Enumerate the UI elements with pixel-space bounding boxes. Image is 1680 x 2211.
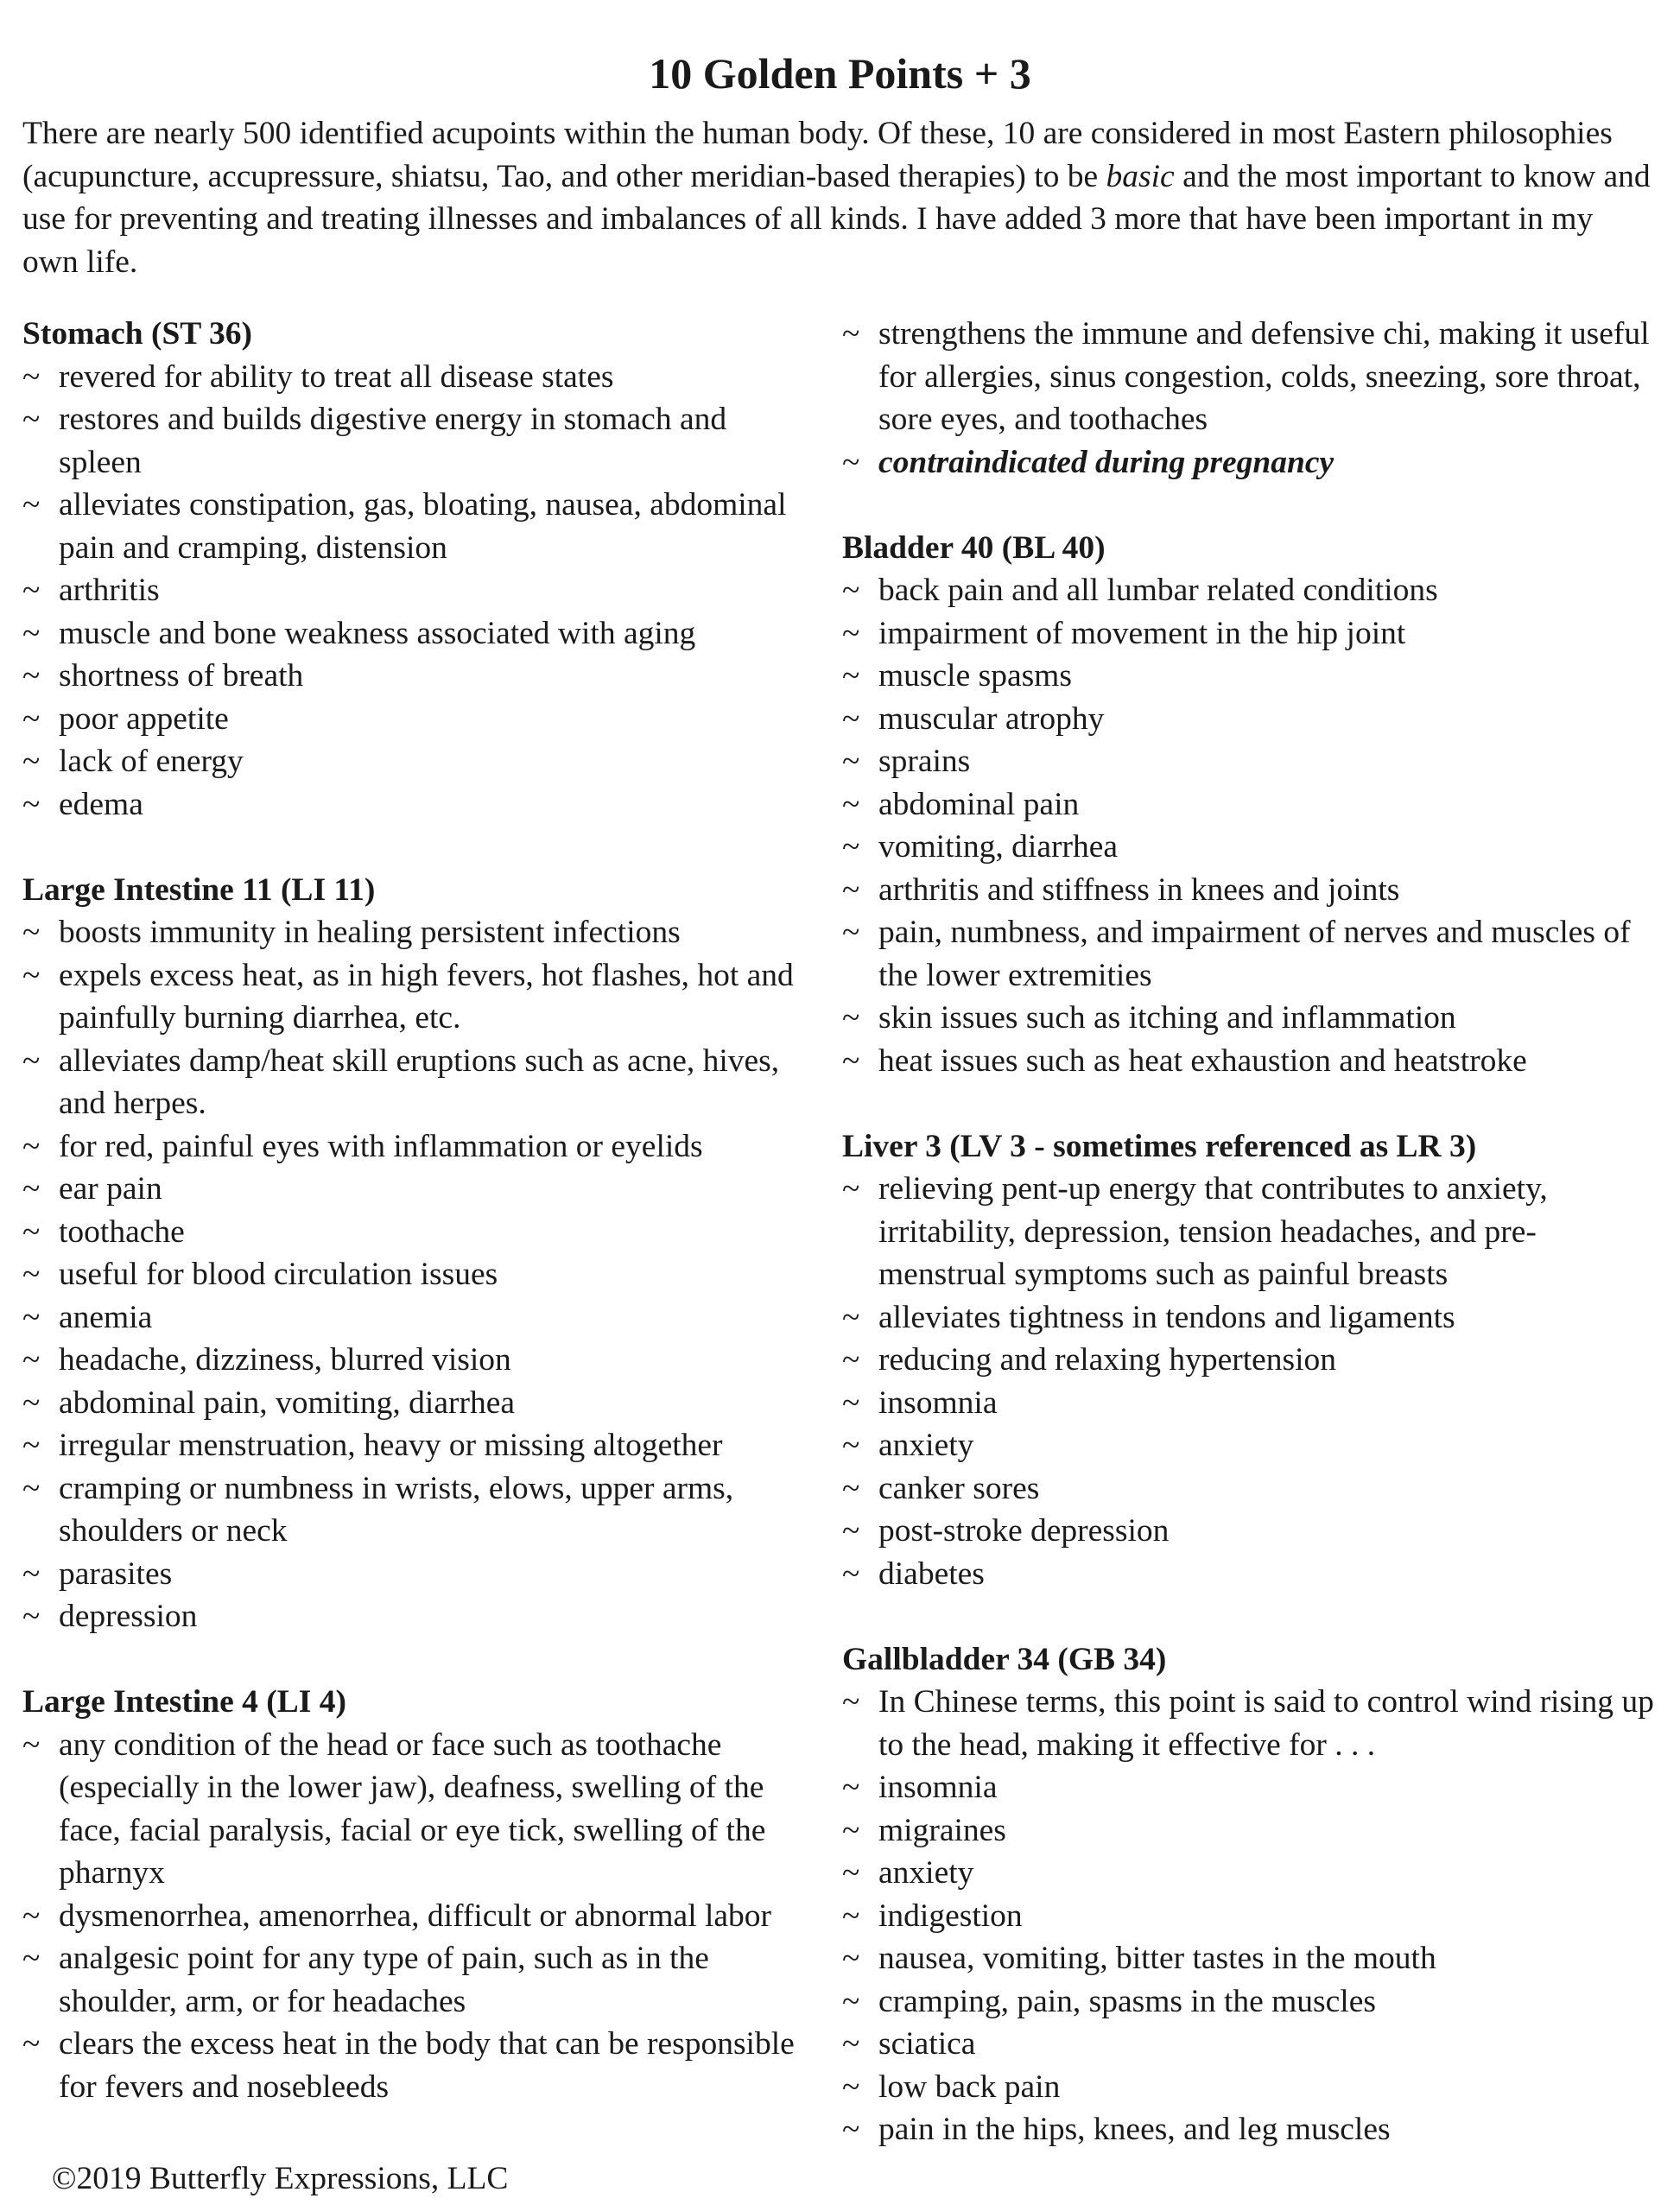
list-item [22, 569, 817, 612]
copyright-notice: ©2019 Butterfly Expressions, LLC [52, 2161, 509, 2196]
list-item [22, 484, 817, 569]
list-item-text: restores and builds digestive energy in stomach and spleen [59, 402, 727, 480]
tilde-bullet: ~ [842, 2026, 860, 2062]
tilde-bullet: ~ [22, 1555, 41, 1592]
list-item [842, 655, 1658, 698]
tilde-bullet: ~ [22, 700, 41, 737]
list-item-text: sciatica [878, 2026, 976, 2062]
list-item-text: relieving pent-up energy that contributes to anxiety, irritability, depression, tension headaches, and pre-menstrual symptoms such as painful breasts [878, 1171, 1548, 1292]
symptom-list [22, 1724, 817, 2109]
tilde-bullet: ~ [22, 2026, 41, 2062]
tilde-bullet: ~ [22, 1213, 41, 1250]
list-item [22, 1382, 817, 1425]
list-item [842, 1168, 1658, 1296]
list-item [842, 612, 1658, 656]
list-item [842, 1852, 1658, 1895]
list-item [842, 783, 1658, 827]
right-column [842, 313, 1658, 2194]
tilde-bullet: ~ [22, 1257, 41, 1292]
list-item-text: muscle spasms [878, 658, 1072, 694]
list-item [22, 356, 817, 399]
tilde-bullet: ~ [22, 658, 41, 694]
tilde-bullet: ~ [842, 1983, 860, 2019]
tilde-bullet: ~ [842, 1897, 860, 1934]
list-item [842, 1553, 1658, 1596]
tilde-bullet: ~ [842, 1513, 860, 1549]
list-item-text: revered for ability to treat all disease states [59, 358, 614, 395]
list-item [22, 1339, 817, 1382]
list-item [22, 612, 817, 656]
list-item-text: nausea, vomiting, bitter tastes in the mouth [878, 1941, 1436, 1976]
list-item [22, 1040, 817, 1125]
list-item [22, 1895, 817, 1938]
warning-text: contraindicated during pregnancy [878, 444, 1334, 480]
intro-paragraph [22, 112, 1655, 283]
list-item [22, 1168, 817, 1211]
tilde-bullet: ~ [842, 1342, 860, 1378]
list-item-text: toothache [59, 1213, 185, 1250]
tilde-bullet: ~ [842, 1941, 860, 1976]
symptom-list [842, 569, 1658, 1082]
tilde-bullet: ~ [842, 1770, 860, 1805]
list-item-text: heat issues such as heat exhaustion and heatstroke [878, 1042, 1527, 1079]
tilde-bullet: ~ [842, 1684, 860, 1720]
list-item [22, 1595, 817, 1638]
list-item-text: alleviates constipation, gas, bloating, nausea, abdominal pain and cramping, distension [59, 487, 787, 566]
point-section-liver-3-lv-3-sometimes-referenced-as-lr-3 [842, 1125, 1658, 1596]
list-item-text: alleviates tightness in tendons and ligaments [878, 1299, 1455, 1335]
list-item-text: vomiting, diarrhea [878, 829, 1119, 865]
point-section-gallbladder-34-gb-34 [842, 1638, 1658, 2151]
list-item [22, 1253, 817, 1296]
list-item-text: depression [59, 1599, 198, 1634]
tilde-bullet: ~ [22, 358, 41, 395]
list-item-text: abdominal pain [878, 786, 1080, 822]
section-heading: Bladder 40 (BL 40) [842, 529, 1106, 566]
list-item-text: muscle and bone weakness associated with aging [59, 615, 696, 651]
tilde-bullet: ~ [842, 700, 860, 737]
list-item-text: muscular atrophy [878, 700, 1105, 737]
list-item [842, 911, 1658, 997]
intro-italic-word: basic [1106, 158, 1175, 194]
list-item-text: shortness of breath [59, 658, 304, 694]
tilde-bullet: ~ [842, 615, 860, 651]
list-item-text: any condition of the head or face such as toothache (especially in the lower jaw), deafness, swelling of the face, facial paralysis, facial or eye tick, swelling of the pharnyx [59, 1726, 766, 1891]
list-item-text: dysmenorrhea, amenorrhea, difficult or abnormal labor [59, 1897, 772, 1934]
tilde-bullet: ~ [842, 744, 860, 779]
list-item [22, 783, 817, 827]
tilde-bullet: ~ [842, 316, 860, 352]
list-item-text: lack of energy [59, 744, 244, 779]
list-item-text: migraines [878, 1812, 1006, 1848]
list-item-text: sprains [878, 744, 971, 779]
list-item-text: impairment of movement in the hip joint [878, 615, 1406, 651]
tilde-bullet: ~ [22, 615, 41, 651]
list-item [842, 1040, 1658, 1083]
tilde-bullet: ~ [22, 1342, 41, 1378]
tilde-bullet: ~ [842, 915, 860, 950]
list-item [842, 1382, 1658, 1425]
section-heading: Large Intestine 4 (LI 4) [22, 1684, 346, 1720]
tilde-bullet: ~ [22, 744, 41, 779]
tilde-bullet: ~ [842, 658, 860, 694]
list-item-text: poor appetite [59, 700, 229, 737]
list-item [842, 698, 1658, 741]
list-item [22, 1424, 817, 1467]
tilde-bullet: ~ [22, 1726, 41, 1763]
symptom-list [22, 911, 817, 1638]
point-section-large-intestine-4-li-4 [22, 1681, 817, 2108]
section-heading: Liver 3 (LV 3 - sometimes referenced as LR 3) [842, 1128, 1477, 1164]
list-item-text: arthritis and stiffness in knees and joints [878, 871, 1400, 908]
list-item [22, 398, 817, 484]
tilde-bullet: ~ [842, 871, 860, 908]
point-section-continued [842, 313, 1658, 484]
list-item [842, 1681, 1658, 1766]
list-item-text: strengthens the immune and defensive chi, making it useful for allergies, sinus congestion, colds, sneezing, sore throat, sore eyes, and toothaches [878, 316, 1650, 437]
tilde-bullet: ~ [842, 1042, 860, 1079]
list-item [22, 655, 817, 698]
point-section-bladder-40-bl-40 [842, 527, 1658, 1083]
list-item [842, 1296, 1658, 1340]
list-item-text: irregular menstruation, heavy or missing altogether [59, 1428, 723, 1463]
section-heading: Stomach (ST 36) [22, 316, 252, 352]
list-item-text: canker sores [878, 1470, 1040, 1506]
tilde-bullet: ~ [842, 829, 860, 865]
tilde-bullet: ~ [22, 786, 41, 822]
tilde-bullet: ~ [842, 1384, 860, 1421]
symptom-list [22, 356, 817, 827]
tilde-bullet: ~ [842, 1555, 860, 1592]
section-heading: Gallbladder 34 (GB 34) [842, 1641, 1167, 1677]
list-item-text: cramping, pain, spasms in the muscles [878, 1983, 1376, 2019]
list-item [842, 997, 1658, 1040]
list-item [842, 313, 1658, 441]
list-item [842, 740, 1658, 783]
list-item [842, 1809, 1658, 1853]
list-item-text: post-stroke depression [878, 1513, 1170, 1549]
list-item [22, 740, 817, 783]
list-item [842, 1766, 1658, 1809]
list-item [842, 826, 1658, 869]
tilde-bullet: ~ [22, 402, 41, 437]
symptom-list [842, 1681, 1658, 2151]
list-item-text: insomnia [878, 1770, 998, 1805]
list-item-text: anxiety [878, 1428, 974, 1463]
list-item-text: alleviates damp/heat skill eruptions such as acne, hives, and herpes. [59, 1042, 780, 1121]
list-item-text: boosts immunity in healing persistent infections [59, 915, 681, 950]
list-item [842, 1339, 1658, 1382]
list-item-text: pain in the hips, knees, and leg muscles [878, 2112, 1391, 2147]
tilde-bullet: ~ [842, 444, 860, 480]
tilde-bullet: ~ [22, 1299, 41, 1335]
tilde-bullet: ~ [842, 786, 860, 822]
list-item [22, 954, 817, 1040]
list-item [22, 1937, 817, 2023]
list-item-text: for red, painful eyes with inflammation or eyelids [59, 1128, 703, 1164]
list-item-text: pain, numbness, and impairment of nerves and muscles of the lower extremities [878, 915, 1631, 993]
point-section-stomach-st-36 [22, 313, 817, 826]
list-item [22, 1296, 817, 1340]
list-item [842, 1980, 1658, 2024]
list-item [22, 2023, 817, 2108]
list-item-text: anxiety [878, 1855, 974, 1891]
tilde-bullet: ~ [22, 957, 41, 993]
list-item-text: indigestion [878, 1897, 1023, 1934]
tilde-bullet: ~ [22, 573, 41, 608]
tilde-bullet: ~ [22, 1042, 41, 1079]
list-item [22, 1211, 817, 1254]
list-item-text: cramping or numbness in wrists, elows, upper arms, shoulders or neck [59, 1470, 734, 1549]
list-item [842, 569, 1658, 612]
list-item-text: back pain and all lumbar related conditions [878, 573, 1438, 608]
list-item-text: arthritis [59, 573, 160, 608]
list-item [842, 2108, 1658, 2151]
tilde-bullet: ~ [22, 1599, 41, 1634]
list-item [842, 1895, 1658, 1938]
tilde-bullet: ~ [22, 1941, 41, 1976]
tilde-bullet: ~ [22, 487, 41, 523]
list-item-text: expels excess heat, as in high fevers, hot flashes, hot and painfully burning diarrhea, etc. [59, 957, 794, 1036]
tilde-bullet: ~ [842, 1171, 860, 1207]
page-title: 10 Golden Points + 3 [649, 48, 1031, 98]
list-item [842, 2023, 1658, 2066]
list-item-text: parasites [59, 1555, 173, 1592]
list-item [842, 441, 1658, 485]
list-item-text: reducing and relaxing hypertension [878, 1342, 1337, 1378]
list-item [842, 869, 1658, 912]
list-item-text: ear pain [59, 1171, 162, 1207]
list-item-text: analgesic point for any type of pain, such as in the shoulder, arm, or for headaches [59, 1941, 709, 2019]
list-item [842, 1937, 1658, 1980]
list-item [22, 911, 817, 954]
list-item [22, 1724, 817, 1895]
tilde-bullet: ~ [842, 2068, 860, 2105]
list-item-text: clears the excess heat in the body that can be responsible for fevers and nosebleeds [59, 2026, 795, 2105]
tilde-bullet: ~ [842, 1000, 860, 1036]
symptom-list [842, 1168, 1658, 1595]
list-item [22, 1553, 817, 1596]
list-item-text: anemia [59, 1299, 153, 1335]
tilde-bullet: ~ [22, 1470, 41, 1506]
list-item [842, 1510, 1658, 1553]
tilde-bullet: ~ [842, 2112, 860, 2147]
list-item-text: abdominal pain, vomiting, diarrhea [59, 1384, 515, 1421]
list-item-text: edema [59, 786, 143, 822]
list-item-text: useful for blood circulation issues [59, 1257, 498, 1292]
tilde-bullet: ~ [22, 1384, 41, 1421]
tilde-bullet: ~ [842, 1470, 860, 1506]
tilde-bullet: ~ [842, 1812, 860, 1848]
tilde-bullet: ~ [842, 1428, 860, 1463]
list-item [22, 698, 817, 741]
tilde-bullet: ~ [22, 915, 41, 950]
list-item-text: In Chinese terms, this point is said to control wind rising up to the head, making it effective for . . . [878, 1684, 1654, 1763]
tilde-bullet: ~ [22, 1428, 41, 1463]
tilde-bullet: ~ [842, 573, 860, 608]
section-heading: Large Intestine 11 (LI 11) [22, 871, 376, 908]
intro-text-end: and the most important to know and use for preventing and treating illnesses and imbalances of all kinds. I have added 3 more that have been important in my own life. [22, 158, 1651, 280]
list-item [842, 1424, 1658, 1467]
list-item-text: skin issues such as itching and inflammation [878, 1000, 1456, 1036]
list-item-text: low back pain [878, 2068, 1061, 2105]
tilde-bullet: ~ [842, 1855, 860, 1891]
tilde-bullet: ~ [22, 1897, 41, 1934]
list-item-text: headache, dizziness, blurred vision [59, 1342, 511, 1378]
list-item-text: diabetes [878, 1555, 985, 1592]
tilde-bullet: ~ [22, 1171, 41, 1207]
list-item [842, 2066, 1658, 2109]
list-item [22, 1467, 817, 1553]
list-item [22, 1125, 817, 1169]
list-item [842, 1467, 1658, 1511]
point-section-large-intestine-11-li-11 [22, 869, 817, 1638]
tilde-bullet: ~ [842, 1299, 860, 1335]
intro-text-start: There are nearly 500 identified acupoints within the human body. Of these, 10 are considered in most Eastern philosophies (acupuncture, accupressure, shiatsu, Tao, and other meridian-based therapies) to be [22, 116, 1613, 194]
symptom-list [842, 313, 1658, 484]
list-item-text: insomnia [878, 1384, 998, 1421]
left-column [22, 313, 817, 2151]
tilde-bullet: ~ [22, 1128, 41, 1164]
